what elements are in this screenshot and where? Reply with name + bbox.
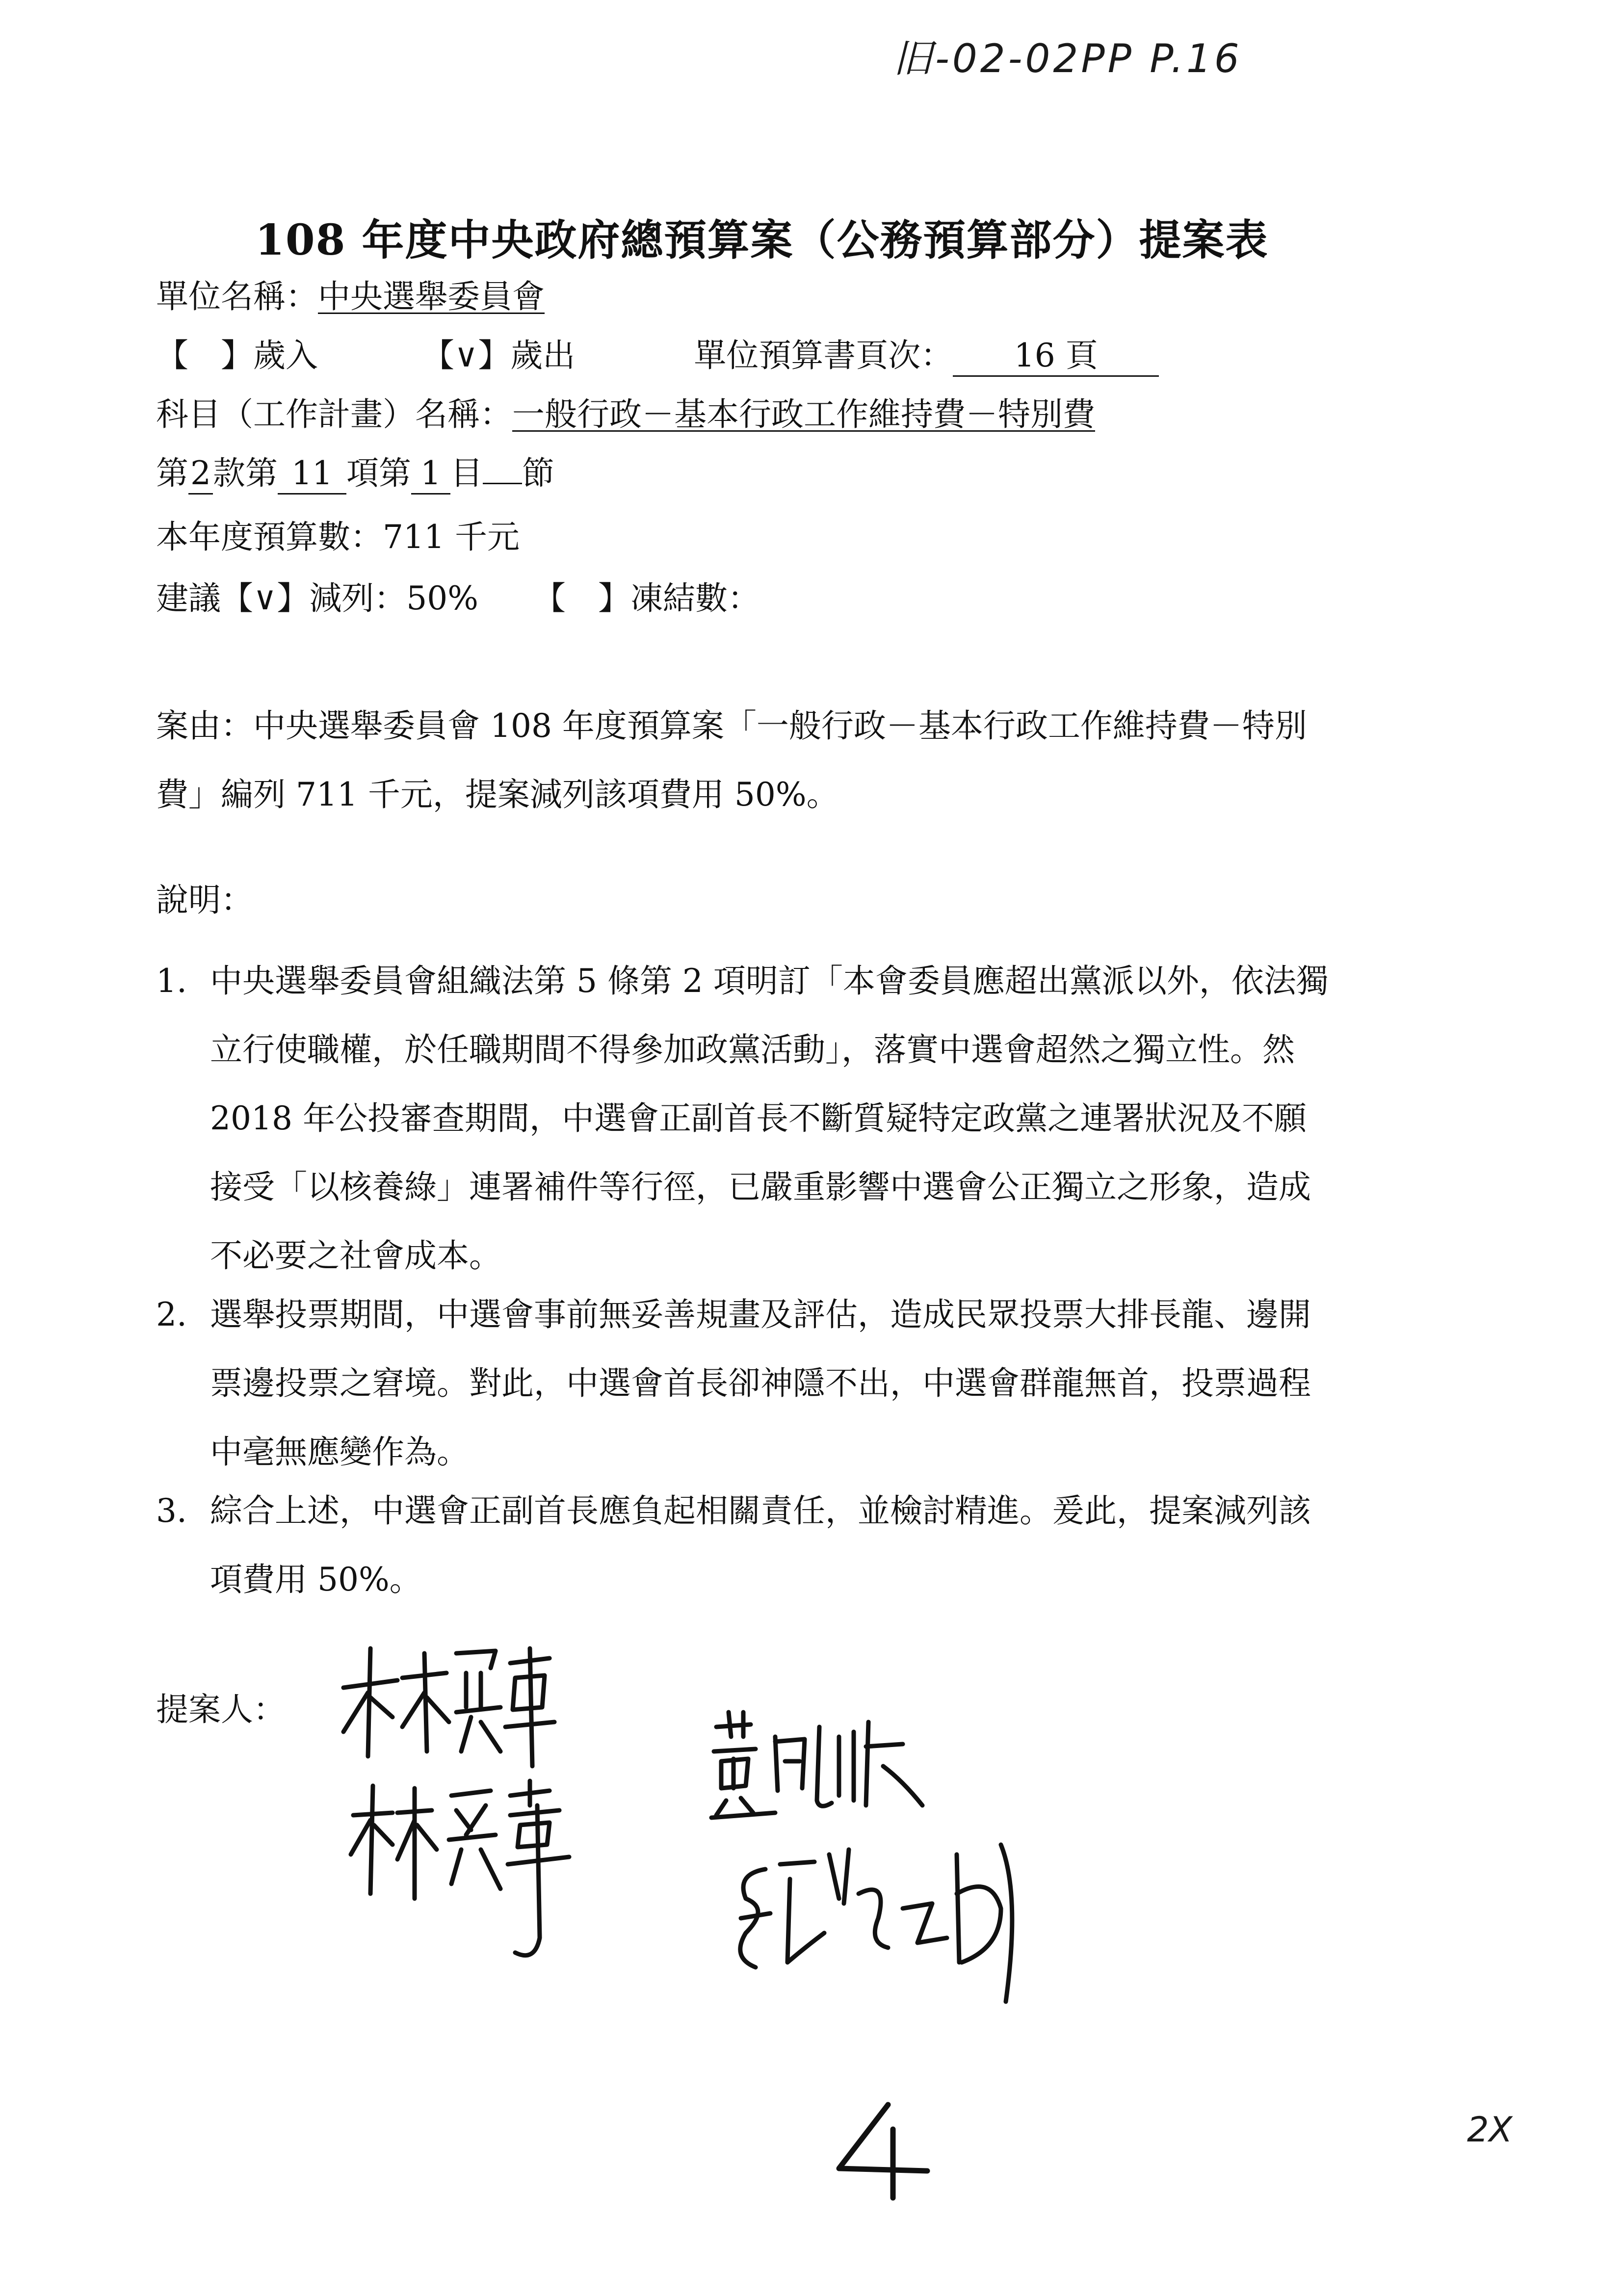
explanation-item [156, 947, 1491, 1290]
budget-type-line [156, 334, 1159, 378]
page-ref-value: 16 頁 [953, 336, 1159, 377]
signature-3 [707, 1707, 932, 1825]
freeze-text: 凍結數： [630, 579, 760, 617]
mu-value: 1 [411, 454, 450, 495]
corner-handwritten-note: 2X [1467, 2110, 1513, 2150]
budget-amount: 本年度預算數：711 千元 [156, 518, 520, 556]
revenue-label: 歲入 [253, 337, 318, 374]
item-line: 接受「以核養綠」連署補件等行徑，已嚴重影響中選會公正獨立之形象，造成 [210, 1168, 1311, 1206]
section-text: 目 [450, 454, 483, 492]
section-line [156, 451, 554, 496]
reason-line: 費」編列 711 千元，提案減列該項費用 50%。 [156, 776, 839, 813]
item-line: 綜合上述，中選會正副首長應負起相關責任，並檢討精進。爰此，提案減列該 [210, 1492, 1311, 1530]
item-number: 1. [156, 962, 187, 1000]
item-line: 中央選舉委員會組織法第 5 條第 2 項明訂「本會委員應超出黨派以外，依法獨 [210, 962, 1329, 1000]
subject-label: 科目（工作計畫）名稱： [156, 395, 512, 433]
item-number: 2. [156, 1296, 187, 1333]
expense-checkbox: 【∨】 [421, 337, 511, 374]
expense-label: 歲出 [510, 337, 576, 374]
explanation-item [156, 1477, 1491, 1614]
unit-label: 單位名稱： [156, 278, 318, 315]
section-text: 節 [522, 454, 554, 492]
explanation-label: 說明： [156, 881, 253, 919]
subject-value: 一般行政－基本行政工作維持費－特別費 [512, 395, 1095, 433]
signature-2 [343, 1776, 599, 1972]
section-text: 款第 [213, 454, 278, 492]
reason-block [156, 692, 1491, 829]
signature-1 [334, 1634, 564, 1781]
item-line: 2018 年公投審查期間，中選會正副首長不斷質疑特定政黨之連署狀況及不願 [210, 1099, 1307, 1137]
item-number: 3. [156, 1492, 187, 1530]
explanation-item [156, 1280, 1491, 1487]
reduce-text: 減列：50% [309, 579, 479, 617]
handwritten-page-number [829, 2100, 937, 2203]
page-title: 108 年度中央政府總預算案（公務預算部分）提案表 [255, 215, 1269, 265]
item-line: 不必要之社會成本。 [210, 1237, 501, 1275]
kuan-value: 2 [188, 454, 213, 495]
revenue-checkbox: 【 】 [156, 337, 253, 374]
item-line: 票邊投票之窘境。對此，中選會首長卻神隱不出，中選會群龍無首，投票過程 [210, 1364, 1311, 1402]
xiang-value: 11 [278, 454, 346, 495]
proposer-label: 提案人： [156, 1691, 286, 1728]
item-line: 中毫無應變作為。 [210, 1433, 469, 1471]
header-handwritten-note: 旧-02-02PP P.16 [893, 36, 1242, 81]
reduce-checkbox: 【∨】 [221, 579, 310, 617]
signature-4 [726, 1835, 1030, 2021]
proposal-prefix: 建議 [156, 579, 221, 617]
item-line: 立行使職權，於任職期間不得參加政黨活動」，落實中選會超然之獨立性。然 [210, 1031, 1295, 1069]
item-line: 項費用 50%。 [210, 1561, 422, 1598]
proposal-line [156, 576, 760, 621]
page-ref-label: 單位預算書頁次： [694, 337, 953, 374]
section-text: 第 [156, 454, 188, 492]
unit-value: 中央選舉委員會 [318, 278, 545, 315]
subject-line [156, 392, 1095, 437]
freeze-checkbox: 【 】 [533, 579, 630, 617]
unit-line [156, 275, 545, 319]
jie-value [483, 483, 522, 484]
reason-line: 案由：中央選舉委員會 108 年度預算案「一般行政－基本行政工作維持費－特別 [156, 707, 1307, 745]
section-text: 項第 [346, 454, 411, 492]
item-line: 選舉投票期間，中選會事前無妥善規畫及評估，造成民眾投票大排長龍、邊開 [210, 1296, 1311, 1333]
